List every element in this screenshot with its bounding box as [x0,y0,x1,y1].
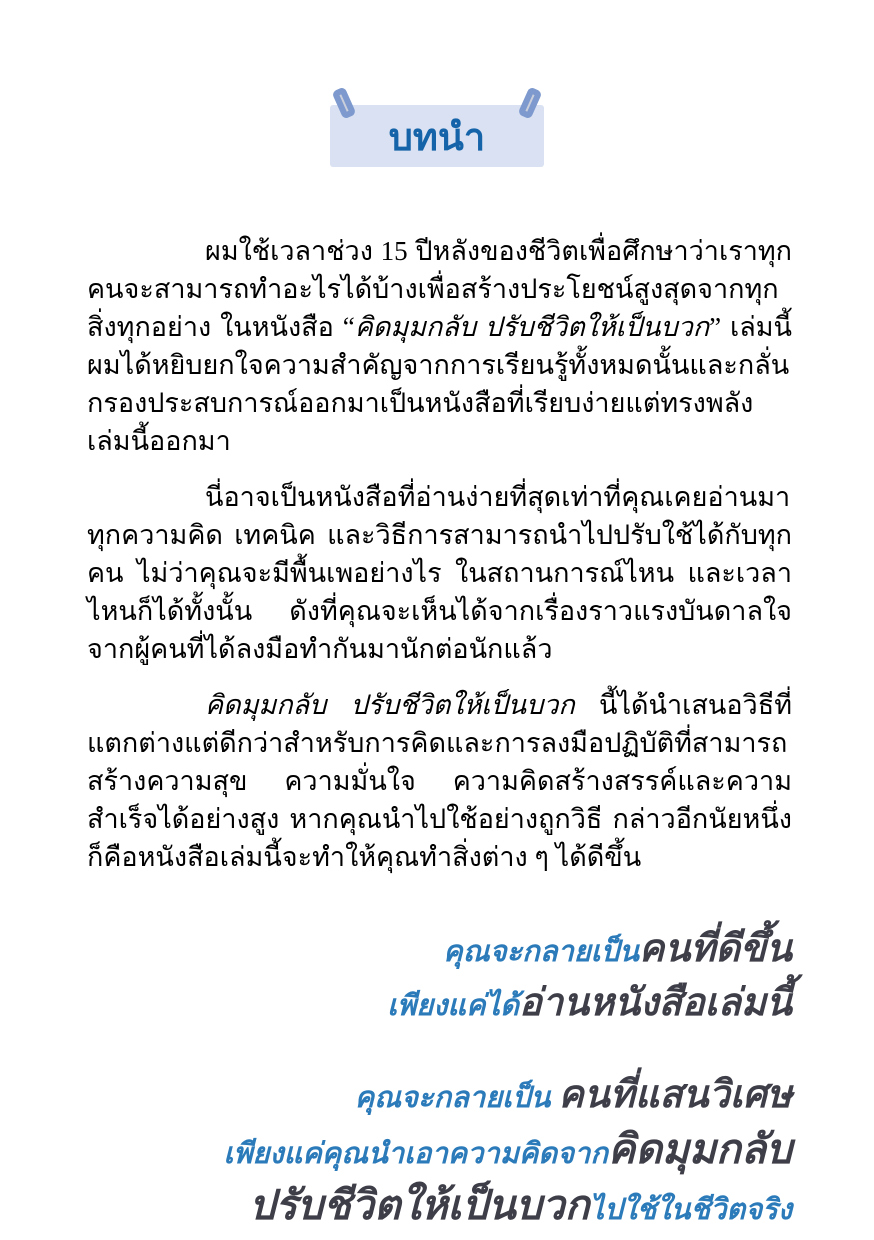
callout-accent-text: คุณจะกลายเป็น [354,1082,559,1114]
chapter-title: บทนำ [388,117,486,159]
paragraph-1 [87,232,799,460]
callout-emphasis-text: คนที่แสนวิเศษ [558,1074,792,1116]
paragraph-1-text: ผมใช้เวลาช่วง 15 ปีหลังของชีวิตเพื่อศึกษาว่าเราทุกคนจะสามารถทำอะไรได้บ้างเพื่อสร้างประโยชน์สูงสุดจากทุกสิ่งทุกอย่าง ในหนังสือ “ [87,236,792,342]
callout-emphasis-text: ปรับชีวิตให้เป็นบวก [249,1182,590,1228]
callout-accent-text: เพียงแค่คุณนำเอาความคิดจาก [223,1138,608,1170]
callout-1-line-2 [87,980,792,1034]
callout-accent-text: เพียงแค่ได้ [387,990,519,1022]
callout-2-line-2 [87,1126,792,1182]
callout-emphasis-text: อ่านหนังสือเล่มนี้ [518,982,792,1024]
paragraph-2-text: นี่อาจเป็นหนังสือที่อ่านง่ายที่สุดเท่าที่คุณเคยอ่านมา ทุกความคิด เทคนิค และวิธีการสามารถนำไปปรับใช้ได้กับทุกคน ไม่ว่าคุณจะมีพื้นเพอย่างไร ในสถานการณ์ไหน และเวลาไหนก็ได้ทั้งนั้น ดังที่คุณจะเห็นได้จากเรื่องราวแรงบันดาลใจจากผู้คนที่ได้ลงมือทำกันมานักต่อนักแล้ว [87,482,797,664]
callout-accent-text: คุณจะกลายเป็น [443,936,639,968]
book-title-mention: คิดมุมกลับ ปรับชีวิตให้เป็นบวก [354,312,710,342]
callout-section [87,926,792,1238]
chapter-banner-box [330,105,544,167]
callout-block-2 [87,1072,792,1238]
callout-emphasis-text: คนที่ดีขึ้น [638,928,792,970]
body-text [87,232,799,876]
callout-2-line-3 [87,1182,792,1238]
callout-block-1 [87,926,792,1034]
callout-emphasis-text: คิดมุมกลับ [607,1126,792,1172]
paragraph-1-text-cont: ” เล่มนี้ ผมได้หยิบยกใจความสำคัญจากการเรียนรู้ทั้งหมดนั้นและกลั่นกรองประสบการณ์ออกมาเป็นหนังสือที่เรียบง่ายแต่ทรงพลังเล่มนี้ออกมา [87,312,799,456]
callout-accent-text: ไปใช้ในชีวิตจริง [589,1194,792,1226]
paragraph-3-text: นี้ได้นำเสนอวิธีที่แตกต่างแต่ดีกว่าสำหรับการคิดและการลงมือปฏิบัติที่สามารถสร้างความสุข ความมั่นใจ ความคิดสร้างสรรค์และความสำเร็จได้อย่างสูง หากคุณนำไปใช้อย่างถูกวิธี กล่าวอีกนัยหนึ่งก็คือหนังสือเล่มนี้จะทำให้คุณทำสิ่งต่าง ๆ ได้ดีขึ้น [87,690,792,872]
chapter-banner [330,105,544,167]
book-title-mention-2: คิดมุมกลับ ปรับชีวิตให้เป็นบวก [205,690,575,720]
paragraph-2 [87,478,797,668]
callout-2-line-1 [87,1072,792,1126]
paragraph-3 [87,686,792,876]
callout-1-line-1 [87,926,792,980]
